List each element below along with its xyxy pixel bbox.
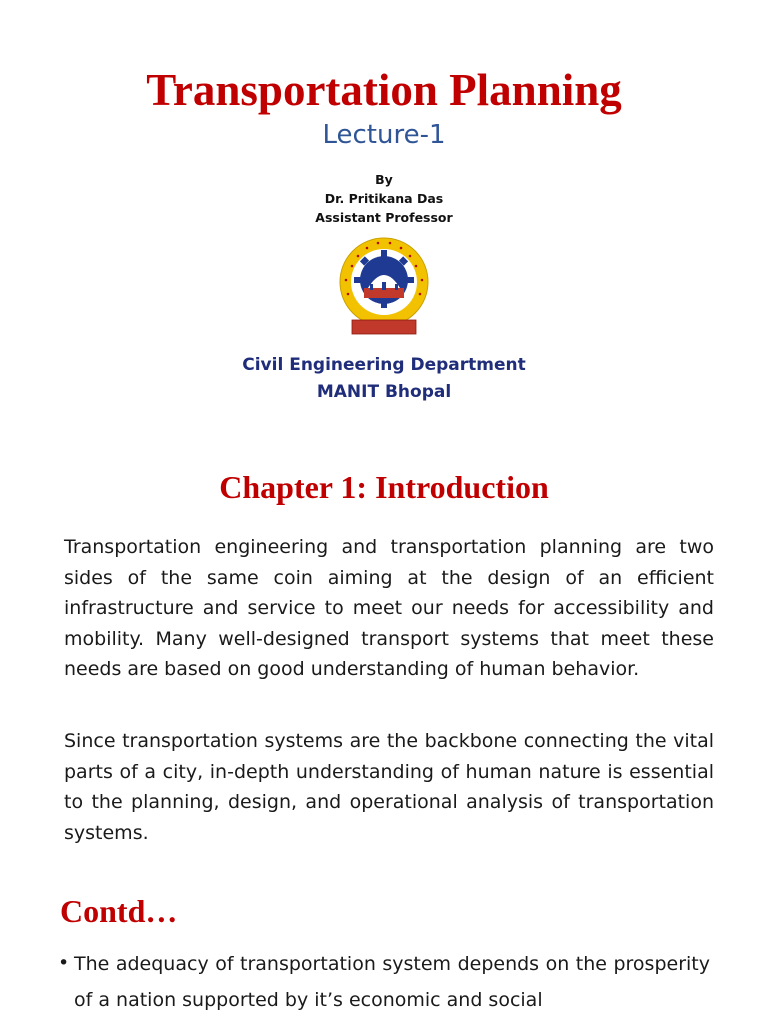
intro-paragraph: Since transportation systems are the backbone connecting the vital parts of a city, in-depth understanding of human nature is essential to the planning, design, and operational analysis of transportation systems. [64,730,714,844]
title-slide [0,0,768,436]
introduction-slide [0,436,768,854]
page-title: Transportation Planning [146,65,622,115]
department-name: Civil Engineering Department [242,355,526,375]
author-role: Assistant Professor [315,210,453,225]
institute-name: MANIT Bhopal [316,382,452,402]
department-block [0,352,768,406]
bullet-icon: • [58,952,70,974]
author-by-label: By [375,172,393,187]
chapter-heading: Chapter 1: Introduction [219,469,549,505]
author-name: Dr. Pritikana Das [324,191,444,206]
author-block [0,170,768,227]
contd-heading: Contd… [60,893,178,929]
list-item [58,946,710,1018]
bullet-text: The adequacy of transportation system depends on the prosperity of a nation supported by it’s economic and social [74,953,710,1011]
intro-paragraph: Transportation engineering and transportation planning are two sides of the same coin aiming at the design of an efficient infrastructure and service to meet our needs for accessibility and mobility. Many well-designed transport systems that meet these needs are based on good understanding of human behavior. [64,536,714,680]
lecture-subtitle: Lecture-1 [322,120,446,150]
contd-slide [0,854,768,1024]
institute-emblem-icon [330,236,438,338]
